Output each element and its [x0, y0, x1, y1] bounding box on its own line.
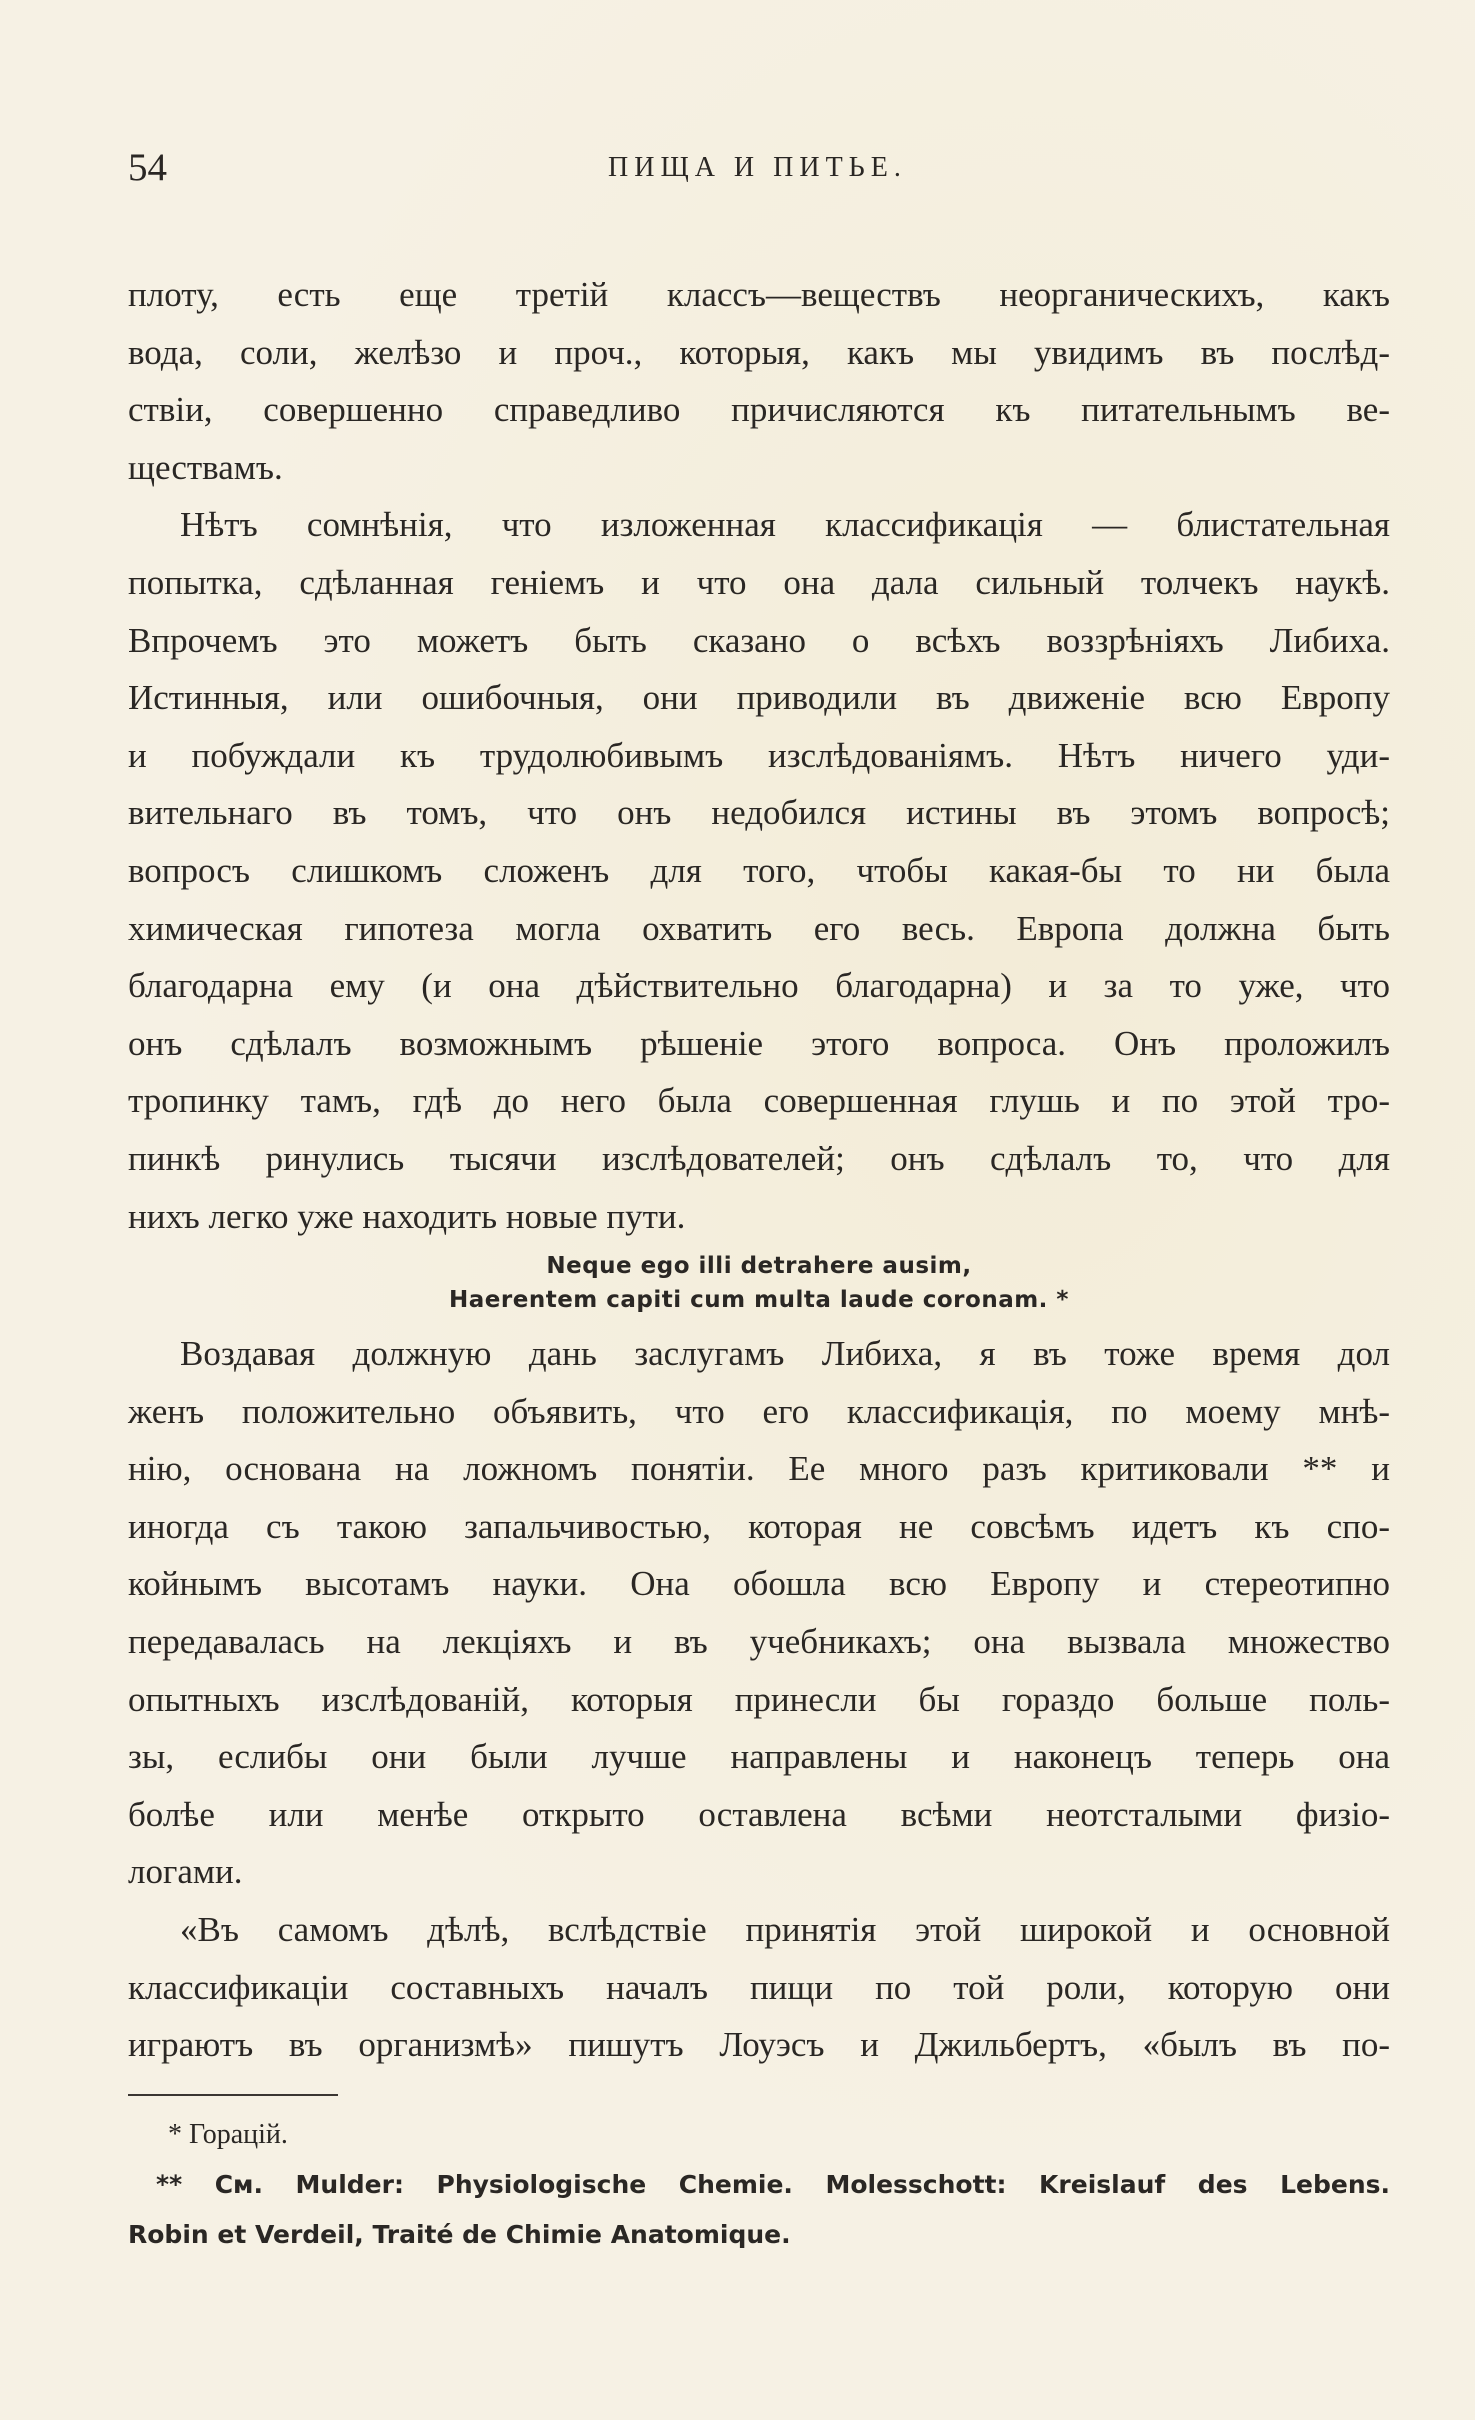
- text-line: благодарна ему (и она дѣйствительно благодарна) и за то уже, что: [128, 966, 1390, 1006]
- text-line: болѣе или менѣе открыто оставлена всѣми неотсталыми физіо-: [128, 1794, 1390, 1834]
- text-line: вопросъ слишкомъ сложенъ для того, чтобы какая-бы то ни была: [128, 850, 1390, 890]
- text-line: онъ сдѣлалъ возможнымъ рѣшеніе этого вопроса. Онъ проложилъ: [128, 1023, 1390, 1063]
- paragraph-3: [128, 1325, 1390, 1901]
- running-head: ПИЩА И ПИТЬЕ.: [608, 152, 907, 183]
- text-line: койнымъ высотамъ науки. Она обошла всю Европу и стереотипно: [128, 1564, 1390, 1604]
- text-line: и побуждали къ трудолюбивымъ изслѣдованіямъ. Нѣтъ ничего уди-: [128, 735, 1390, 775]
- footnote-2-continued: Robin et Verdeil, Traité de Chimie Anatomique.: [128, 2220, 791, 2249]
- text-line: иногда съ такою запальчивостью, которая не совсѣмъ идетъ къ спо-: [128, 1506, 1390, 1546]
- footnote-2: ** См. Mulder: Physiologische Chemie. Molesschott: Kreislauf des Lebens.: [156, 2170, 1390, 2199]
- text-line: плоту, есть еще третій классъ—веществъ неорганическихъ, какъ: [128, 275, 1390, 314]
- body-text: [128, 266, 1390, 2074]
- text-line: Истинныя, или ошибочныя, они приводили въ движеніе всю Европу: [128, 678, 1390, 718]
- text-line: тропинку тамъ, гдѣ до него была совершенная глушь и по этой тро-: [128, 1081, 1390, 1121]
- text-line: зы, еслибы они были лучше направлены и наконецъ теперь она: [128, 1737, 1390, 1777]
- text-line: логами.: [128, 1852, 243, 1892]
- text-line: вительнаго въ томъ, что онъ недобился истины въ этомъ вопросѣ;: [128, 793, 1390, 833]
- text-line: пинкѣ ринулись тысячи изслѣдователей; онъ сдѣлалъ то, что для: [128, 1138, 1390, 1178]
- text-line: нію, основана на ложномъ понятіи. Ее много разъ критиковали ** и: [128, 1449, 1390, 1489]
- text-line: Впрочемъ это можетъ быть сказано о всѣхъ воззрѣніяхъ Либиха.: [128, 620, 1390, 660]
- text-line: ствіи, совершенно справедливо причисляются къ питательнымъ ве-: [128, 390, 1390, 430]
- verse-line: Haerentem capiti cum multa laude coronam. *: [449, 1287, 1069, 1314]
- text-line: опытныхъ изслѣдованій, которыя принесли бы гораздо больше поль-: [128, 1679, 1390, 1719]
- text-line: Воздавая должную дань заслугамъ Либиха, я въ тоже время дол: [180, 1334, 1390, 1374]
- paragraph-4: [128, 1901, 1390, 2074]
- text-line: передавалась на лекціяхъ и въ учебникахъ; она вызвала множество: [128, 1622, 1390, 1662]
- footnotes: [128, 2110, 1390, 2260]
- footnote-1: * Горацій.: [168, 2119, 288, 2150]
- paragraph-1: [128, 266, 1390, 496]
- text-line: нихъ легко уже находить новые пути.: [128, 1196, 686, 1236]
- page-header: [128, 148, 1390, 218]
- latin-quotation: [128, 1249, 1390, 1317]
- page-number: 54: [128, 146, 167, 189]
- text-line: женъ положительно объявить, что его классификація, по моему мнѣ-: [128, 1391, 1390, 1431]
- text-line: попытка, сдѣланная геніемъ и что она дала сильный толчекъ наукѣ.: [128, 562, 1390, 602]
- text-line: химическая гипотеза могла охватить его весь. Европа должна быть: [128, 908, 1390, 948]
- text-line: «Въ самомъ дѣлѣ, вслѣдствіе принятія этой широкой и основной: [180, 1910, 1390, 1950]
- paragraph-2: [128, 496, 1390, 1245]
- text-line: классификаціи составныхъ началъ пищи по той роли, которую они: [128, 1967, 1390, 2007]
- text-line: играютъ въ организмѣ» пишутъ Лоуэсъ и Джильбертъ, «былъ въ по-: [128, 2025, 1390, 2065]
- text-line: Нѣтъ сомнѣнія, что изложенная классификація — блистательная: [180, 505, 1390, 545]
- text-line: вода, соли, желѣзо и проч., которыя, какъ мы увидимъ въ послѣд-: [128, 332, 1390, 372]
- footnote-divider: [128, 2094, 338, 2096]
- verse-line: Neque ego illi detrahere ausim,: [546, 1253, 972, 1280]
- text-line: ществамъ.: [128, 447, 283, 487]
